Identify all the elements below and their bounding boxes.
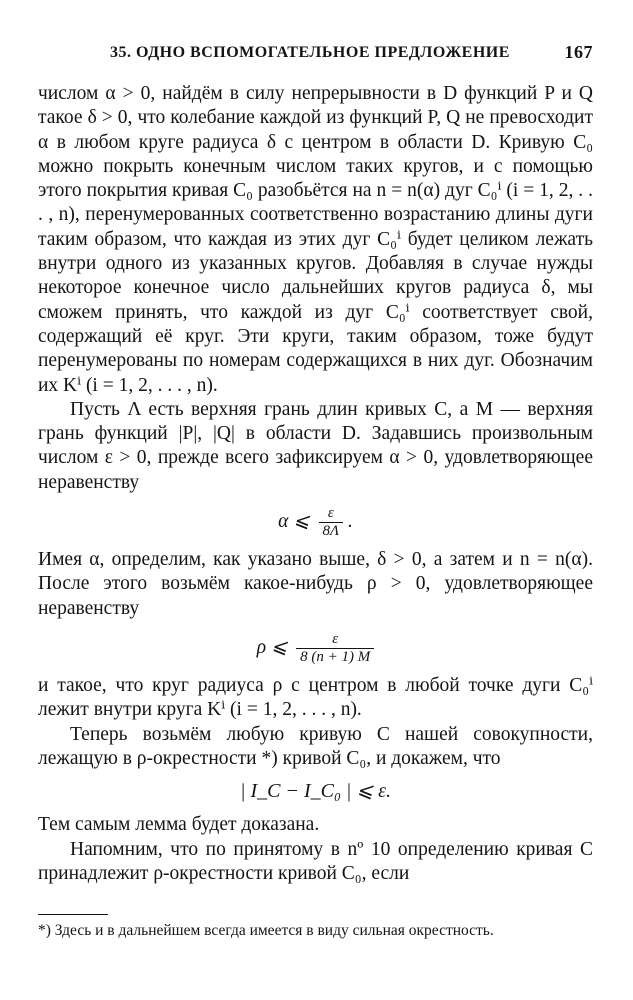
page-body [38,82,593,886]
page-number: 167 [564,42,593,62]
equation-integral-difference: | I_C − I_C₀ | ⩽ ε. [239,780,392,803]
paragraph-4: и такое, что круг радиуса ρ с центром в любой точке дуги C₀ⁱ лежит внутри круга Kⁱ (i = 1, 2, . . . , n). [38,674,593,721]
footnote-text: *) Здесь и в дальнейшем всегда имеется в виду сильная окрестность. [38,922,494,939]
equation-rho-lhs: ρ ⩽ [256,636,288,658]
equation-alpha-denominator: 8Λ [322,523,340,540]
paragraph-1: числом α > 0, найдём в силу непрерывности в D функций P и Q такое δ > 0, что колебание каждой из функций P, Q не превосходит α в любом круге радиуса δ с центром в области D. Кривую C₀ можно покрыть конечным числом таких кругов, и с помощью этого покрытия кривая C₀ разобьётся на n = n(α) дуг C₀ⁱ (i = 1, 2, . . . , n), перенумерованных соответственно возрастанию длины дуги таким образом, что каждая из этих дуг C₀ⁱ будет целиком лежать внутри одного из указанных кругов. Добавляя в случае нужды некоторое конечное число дальнейших кругов радиуса δ, мы сможем принять, что каждой из дуг C₀ⁱ соответствует свой, содержащий её круг. Эти круги, таким образом, тоже будут перенумерованы по номерам содержащихся в них дуг. Обозначим их Kⁱ (i = 1, 2, . . . , n). [38,83,593,396]
equation-rho [38,631,593,666]
equation-rho-denominator: 8 (n + 1) M [300,648,371,665]
paragraph-5: Теперь возьмём любую кривую C нашей совокупности, лежащую в ρ-окрестности *) кривой C₀, и докажем, что [38,723,593,769]
equation-rho-numerator: ε [296,631,374,649]
section-title: 35. ОДНО ВСПОМОГАТЕЛЬНОЕ ПРЕДЛОЖЕНИЕ [110,44,510,61]
footnote-rule [38,914,108,915]
running-header [110,44,593,66]
paragraph-2: Пусть Λ есть верхняя грань длин кривых C, а M — верхняя грань функций |P|, |Q| в области D. Задавшись произвольным числом ε > 0, прежде всего зафиксируем α > 0, удовлетворяющее неравенству [38,398,593,493]
paragraph-7: Напомним, что по принятому в nº 10 определению кривая C принадлежит ρ-окрестности кривой C₀, если [38,838,593,885]
paragraph-6: Тем самым лемма будет доказана. [38,814,320,836]
footnote [38,914,593,941]
equation-alpha-lhs: α ⩽ [278,511,310,533]
equation-alpha [38,505,593,540]
paragraph-3: Имея α, определим, как указано выше, δ > 0, а затем и n = n(α). После этого возьмём какое-нибудь ρ > 0, удовлетворяющее неравенству [38,549,593,619]
equation-alpha-numerator: ε [319,505,344,523]
equation-alpha-tail: . [347,511,353,533]
equation-alpha-fraction [319,505,344,540]
equation-rho-fraction [296,631,374,666]
